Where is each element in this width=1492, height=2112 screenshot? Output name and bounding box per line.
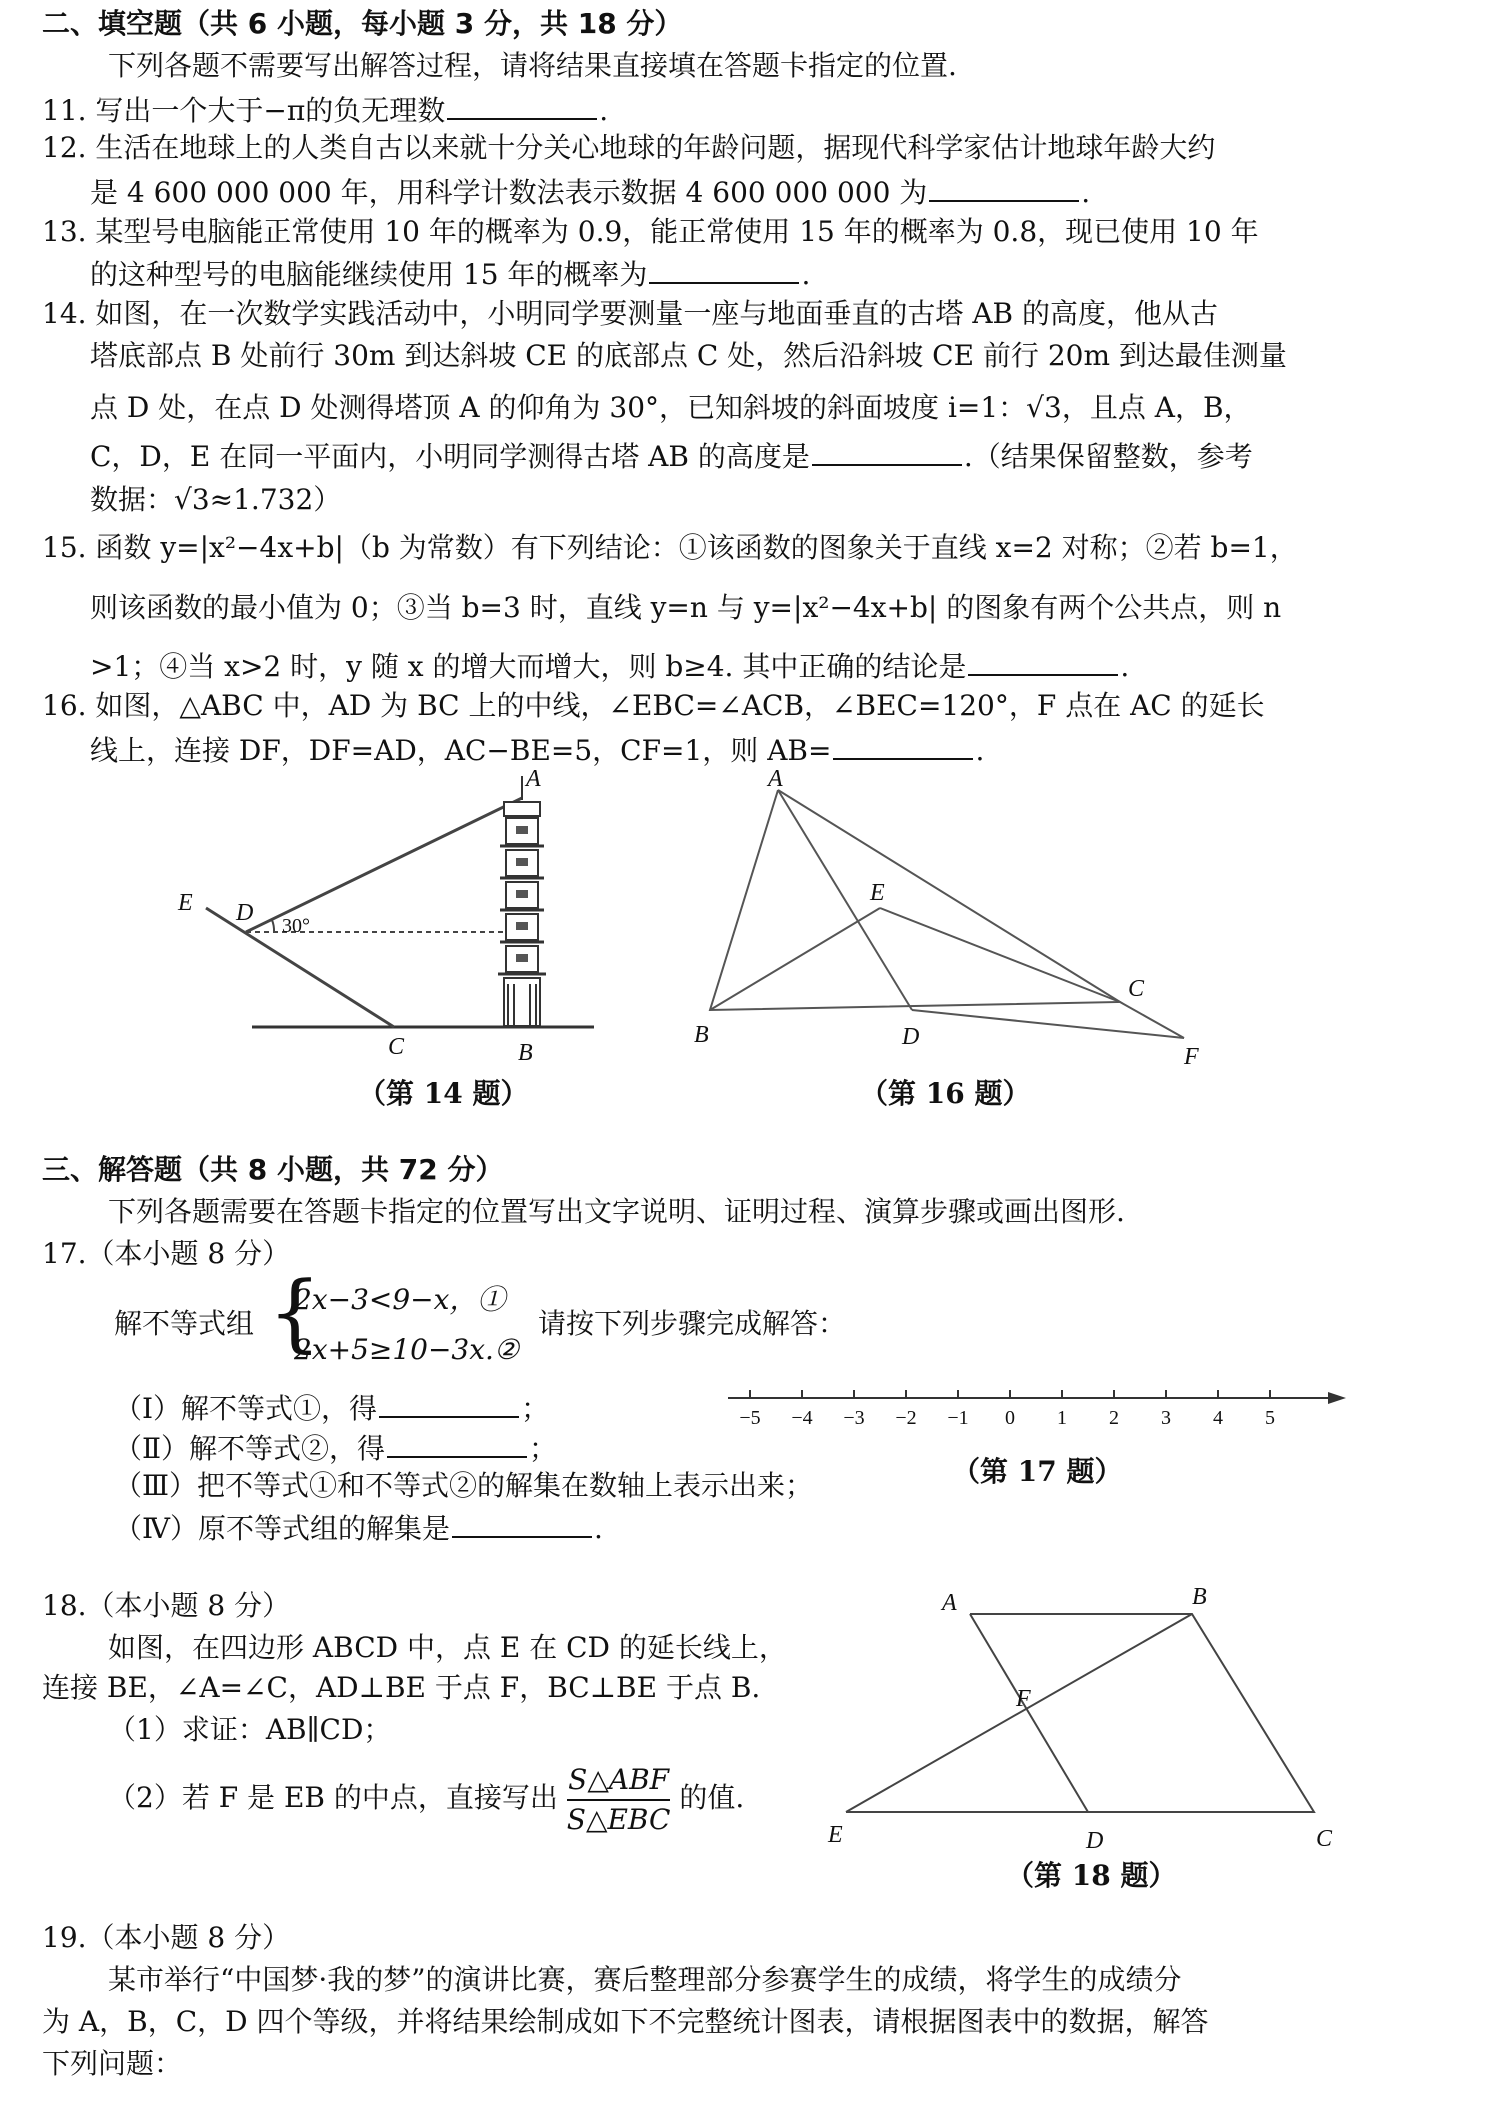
question-18-part-2	[108, 1756, 744, 1840]
question-17-header: 17.（本小题 8 分）	[42, 1237, 291, 1270]
question-19-line-1: 某市举行“中国梦·我的梦”的演讲比赛，赛后整理部分参赛学生的成绩，将学生的成绩分	[108, 1963, 1182, 1996]
punctuation: .	[801, 258, 811, 291]
label-a: A	[768, 770, 783, 792]
figure-17-caption: （第 17 题）	[952, 1455, 1123, 1488]
question-13-text: 的这种型号的电脑能继续使用 15 年的概率为	[90, 258, 648, 291]
area-ratio-fraction	[567, 1761, 671, 1839]
question-14-line-1: 14. 如图，在一次数学实践活动中，小明同学要测量一座与地面垂直的古塔 AB 的高度，他从古	[42, 297, 1219, 330]
figure-14-caption: （第 14 题）	[358, 1077, 529, 1110]
label-f: F	[1184, 1044, 1199, 1070]
tick-label: −4	[791, 1407, 813, 1429]
pagoda-icon	[498, 776, 546, 1026]
section-2-instruction: 下列各题不需要写出解答过程，请将结果直接填在答题卡指定的位置.	[108, 49, 957, 82]
question-17-step-3: （Ⅲ）把不等式①和不等式②的解集在数轴上表示出来；	[114, 1469, 814, 1502]
fraction-denominator: S△EBC	[566, 1802, 671, 1836]
label-e: E	[178, 890, 193, 916]
segment-ad	[970, 1614, 1088, 1812]
question-15-line-1: 15. 函数 y=|x²−4x+b|（b 为常数）有下列结论：①该函数的图象关于直线 x=2 对称；②若 b=1，	[42, 531, 1298, 564]
part-2-text: （2）若 F 是 EB 的中点，直接写出	[108, 1781, 558, 1814]
question-18-header: 18.（本小题 8 分）	[42, 1589, 291, 1622]
number-line	[720, 1380, 1350, 1440]
label-c: C	[388, 1034, 405, 1060]
sight-line-da	[246, 798, 522, 932]
question-14-text: C，D，E 在同一平面内，小明同学测得古塔 AB 的高度是	[90, 440, 810, 473]
label-c: C	[1316, 1826, 1333, 1852]
section-2-heading: 二、填空题（共 6 小题，每小题 3 分，共 18 分）	[42, 7, 683, 40]
label-f: F	[1016, 1686, 1031, 1712]
angle-arc	[272, 920, 274, 932]
figure-16-caption: （第 16 题）	[860, 1077, 1031, 1110]
question-11-text: 11. 写出一个大于−π的负无理数	[42, 94, 446, 127]
step-text: （Ⅱ）解不等式②，得	[114, 1432, 386, 1465]
answer-blank[interactable]	[833, 730, 973, 760]
question-14-line-3: 点 D 处，在点 D 处测得塔顶 A 的仰角为 30°，已知斜坡的斜面坡度 i=1：√3，且点 A，B，	[90, 391, 1252, 424]
label-c: C	[1128, 976, 1145, 1002]
question-14-line-5: 数据：√3≈1.732）	[90, 483, 342, 516]
segment-ec	[880, 908, 1120, 1002]
question-18-part-1: （1）求证：AB∥CD；	[108, 1713, 392, 1746]
question-14-line-2: 塔底部点 B 处前行 30m 到达斜坡 CE 的底部点 C 处，然后沿斜坡 CE 前行 20m 到达最佳测量	[90, 339, 1287, 372]
step-text: （Ⅳ）原不等式组的解集是	[114, 1512, 450, 1545]
punctuation: .	[975, 734, 985, 767]
label-a: A	[942, 1590, 957, 1616]
question-11	[42, 90, 608, 129]
answer-blank[interactable]	[812, 436, 962, 466]
system-brace: {	[268, 1263, 322, 1361]
figure-18-caption: （第 18 题）	[1006, 1859, 1177, 1892]
tick-label: 0	[1005, 1407, 1015, 1429]
question-16-text: 线上，连接 DF，DF=AD，AC−BE=5，CF=1，则 AB=	[90, 734, 832, 767]
question-15-text: >1；④当 x>2 时，y 随 x 的增大而增大，则 b≥4. 其中正确的结论是	[90, 650, 967, 683]
label-d: D	[1086, 1828, 1104, 1854]
tick-label: −2	[895, 1407, 917, 1429]
question-12-line-1: 12. 生活在地球上的人类自古以来就十分关心地球的年龄问题，据现代科学家估计地球年龄大约	[42, 131, 1216, 164]
answer-blank[interactable]	[968, 646, 1118, 676]
punctuation: .	[593, 1512, 603, 1545]
answer-blank[interactable]	[929, 172, 1079, 202]
section-3-instruction: 下列各题需要在答题卡指定的位置写出文字说明、证明过程、演算步骤或画出图形.	[108, 1195, 1125, 1228]
question-15-line-2: 则该函数的最小值为 0；③当 b=3 时，直线 y=n 与 y=|x²−4x+b| 的图象有两个公共点，则 n	[90, 591, 1282, 624]
question-12-line-2	[90, 172, 1090, 211]
median-ad	[778, 790, 912, 1010]
answer-blank[interactable]	[387, 1428, 527, 1458]
question-19-line-3: 下列问题：	[42, 2047, 183, 2080]
question-13-line-1: 13. 某型号电脑能正常使用 10 年的概率为 0.9，能正常使用 15 年的概率为 0.8，现已使用 10 年	[42, 215, 1259, 248]
question-16-line-2	[90, 730, 984, 769]
inequality-1: 2x−3<9−x，①	[294, 1283, 506, 1316]
question-17-lead: 解不等式组	[114, 1307, 255, 1340]
punctuation: .	[1120, 650, 1130, 683]
tick-label: 1	[1057, 1407, 1067, 1429]
label-b: B	[1192, 1584, 1207, 1610]
answer-blank[interactable]	[379, 1388, 519, 1418]
figure-14	[170, 770, 610, 1070]
question-17-step-2	[114, 1428, 557, 1467]
angle-label: 30°	[282, 915, 310, 937]
tick-label: 4	[1213, 1407, 1223, 1429]
quadrilateral-abcd	[846, 1614, 1314, 1812]
arrow-icon	[1328, 1392, 1346, 1404]
step-text: （Ⅰ）解不等式①，得	[114, 1392, 378, 1425]
segment-be	[846, 1614, 1192, 1812]
punctuation: .	[1081, 176, 1091, 209]
question-19-header: 19.（本小题 8 分）	[42, 1921, 291, 1954]
label-d: D	[236, 900, 254, 926]
question-16-line-1: 16. 如图，△ABC 中，AD 为 BC 上的中线，∠EBC=∠ACB，∠BEC=120°，F 点在 AC 的延长	[42, 689, 1265, 722]
punctuation: .	[599, 94, 609, 127]
part-2-end: 的值.	[679, 1781, 745, 1814]
tick-label: 2	[1109, 1407, 1119, 1429]
question-14-line-4	[90, 436, 1253, 475]
question-18-line-2: 连接 BE，∠A=∠C，AD⊥BE 于点 F，BC⊥BE 于点 B.	[42, 1671, 761, 1704]
tick-label: −1	[947, 1407, 969, 1429]
answer-blank[interactable]	[447, 90, 597, 120]
segment-be	[710, 908, 880, 1010]
section-3-heading: 三、解答题（共 8 小题，共 72 分）	[42, 1153, 504, 1186]
label-b: B	[518, 1040, 533, 1066]
figure-18	[820, 1580, 1340, 1860]
tick-label: −5	[739, 1407, 761, 1429]
fraction-numerator: S△ABF	[567, 1761, 671, 1801]
tick-label: 5	[1265, 1407, 1275, 1429]
answer-blank[interactable]	[649, 254, 799, 284]
answer-blank[interactable]	[452, 1508, 592, 1538]
question-17-step-4	[114, 1508, 603, 1547]
punctuation: ；	[529, 1432, 558, 1465]
question-12-text: 是 4 600 000 000 年，用科学计数法表示数据 4 600 000 000 为	[90, 176, 928, 209]
label-b: B	[694, 1022, 709, 1048]
inequality-2: 2x+5≥10−3x.②	[294, 1333, 520, 1366]
question-15-line-3	[90, 646, 1129, 685]
question-18-line-1: 如图，在四边形 ABCD 中，点 E 在 CD 的延长线上，	[108, 1631, 787, 1664]
question-17-step-1	[114, 1388, 549, 1427]
tick-label: 3	[1161, 1407, 1171, 1429]
label-a: A	[526, 770, 541, 792]
question-17-tail: 请按下列步骤完成解答：	[538, 1307, 847, 1340]
question-19-line-2: 为 A，B，C，D 四个等级，并将结果绘制成如下不完整统计图表，请根据图表中的数据，解答	[42, 2005, 1209, 2038]
label-e: E	[870, 880, 885, 906]
label-d: D	[902, 1024, 920, 1050]
figure-16	[680, 770, 1200, 1070]
label-e: E	[828, 1822, 843, 1848]
punctuation: ；	[521, 1392, 550, 1425]
question-13-line-2	[90, 254, 810, 293]
tick-label: −3	[843, 1407, 865, 1429]
question-14-note: .（结果保留整数，参考	[963, 440, 1253, 473]
